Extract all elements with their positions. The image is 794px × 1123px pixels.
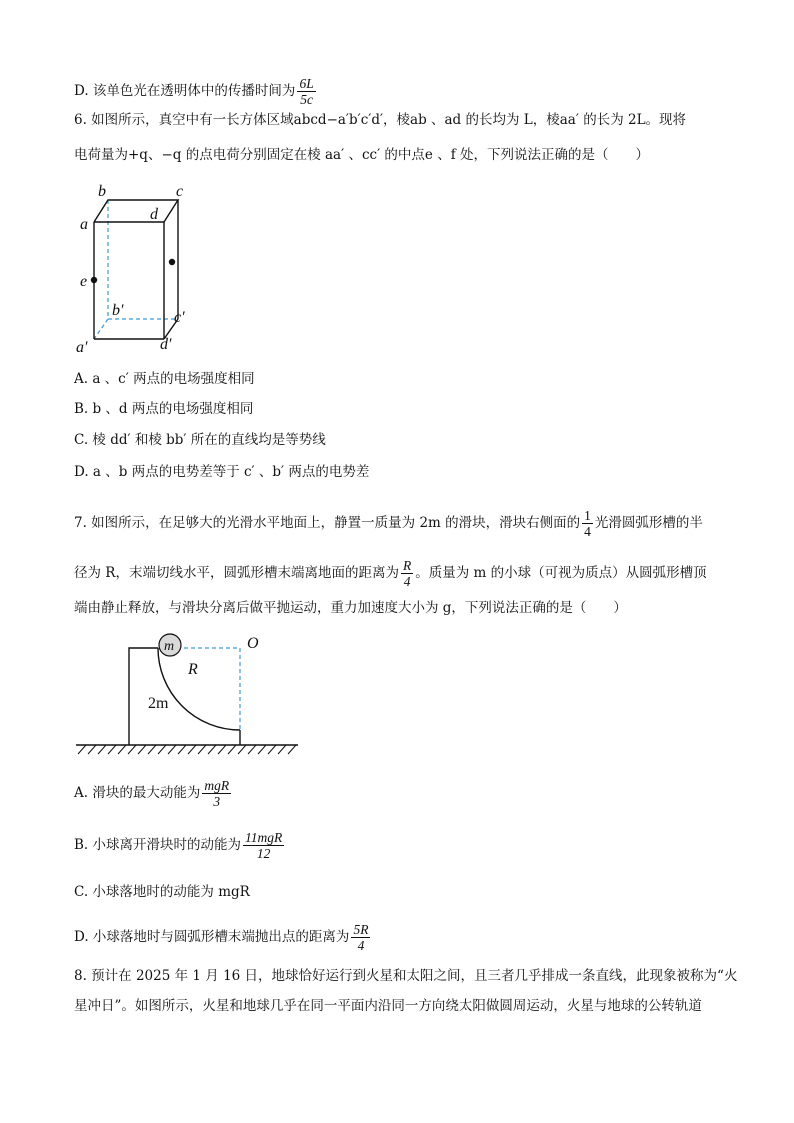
- label-a-prime: a′: [76, 339, 88, 356]
- q5-option-d-fraction: $\frac{6L}{5c}$: [299, 76, 314, 107]
- q7-stem-line-3: 端由静止释放，与滑块分离后做平抛运动，重力加速度大小为 g，下列说法正确的是（ ）: [74, 600, 627, 616]
- charge-point-f: [169, 259, 175, 265]
- label-d-prime: d′: [160, 336, 172, 353]
- q7-height-fraction: $\frac{R}{4}$: [402, 558, 412, 589]
- q5-option-d: [74, 76, 318, 107]
- ground-hatching: [78, 745, 296, 754]
- top-face: [94, 200, 178, 222]
- q7-option-c: C. 小球落地时的动能为 mgR: [74, 884, 250, 900]
- q8-stem-line-1: 8. 预计在 2025 年 1 月 16 日，地球恰好运行到火星和太阳之间，且三者几乎排成一条直线，此现象被称为“火: [74, 968, 738, 984]
- quarter-arc: [158, 648, 240, 730]
- label-d: d: [150, 206, 158, 223]
- q7-stem-line-1: 7. 如图所示，在足够大的光滑水平地面上，静置一质量为 2m 的滑块，滑块右侧面的 $\frac{1}{4}$ 光滑圆弧形槽的半: [74, 508, 703, 539]
- q7-option-a-fraction: $\frac{\text{mgR}}{3}$: [204, 778, 230, 809]
- q6-stem-line-1: 6. 如图所示，真空中有一长方体区域abcd−a′b′c′d′，棱ab 、ad 的长均为 L，棱aa′ 的长为 2L。现将: [74, 112, 687, 128]
- label-center-o: O: [247, 635, 259, 652]
- charge-point-e: [91, 277, 97, 283]
- q6-option-a: A. a 、c′ 两点的电场强度相同: [74, 371, 255, 387]
- q6-option-b: B. b 、d 两点的电场强度相同: [74, 401, 254, 417]
- q6-cuboid-figure: [70, 182, 200, 357]
- q8-stem-line-2: 星冲日”。如图所示，火星和地球几乎在同一平面内沿同一方向绕太阳做圆周运动，火星与地球的公转轨道: [74, 998, 702, 1014]
- q7-slider-figure: [74, 630, 304, 760]
- label-a: a: [80, 216, 88, 233]
- q7-option-a: A. 滑块的最大动能为 $\frac{\text{mgR}}{3}$: [74, 778, 230, 809]
- q5-option-d-text: D. 该单色光在透明体中的传播时间为: [74, 83, 296, 99]
- q7-option-d-fraction: $\frac{5R}{4}$: [353, 922, 369, 953]
- q6-option-c: C. 棱 dd′ 和棱 bb′ 所在的直线均是等势线: [74, 432, 326, 448]
- label-c-prime: c′: [174, 309, 185, 326]
- q7-option-b: B. 小球离开滑块时的动能为 $\frac{\text{11mgR}}{12}$: [74, 830, 283, 861]
- label-block-mass: 2m: [148, 695, 169, 712]
- q7-stem-line-2: 径为 R，末端切线水平，圆弧形槽末端离地面的距离为 $\frac{R}{4}$ 。质量为 m 的小球（可视为质点）从圆弧形槽顶: [74, 558, 707, 589]
- label-b-prime: b′: [112, 302, 124, 319]
- q7-option-d: D. 小球落地时与圆弧形槽末端抛出点的距离为 $\frac{5R}{4}$: [74, 922, 369, 953]
- label-ball-mass: m: [164, 639, 175, 654]
- q7-quarter-fraction: $\frac{1}{4}$: [584, 508, 591, 539]
- edge-a1b1: [94, 319, 108, 339]
- label-e: e: [80, 273, 88, 290]
- label-radius: R: [188, 661, 198, 678]
- q6-stem-line-2: 电荷量为+q、−q 的点电荷分别固定在棱 aa′ 、cc′ 的中点e 、f 处，下列说法正确的是（ ）: [74, 147, 649, 163]
- q6-option-d: D. a 、b 两点的电势差等于 c′ 、b′ 两点的电势差: [74, 464, 370, 480]
- q7-option-b-fraction: $\frac{\text{11mgR}}{12}$: [245, 830, 283, 861]
- label-b: b: [98, 183, 106, 200]
- label-c: c: [176, 183, 184, 200]
